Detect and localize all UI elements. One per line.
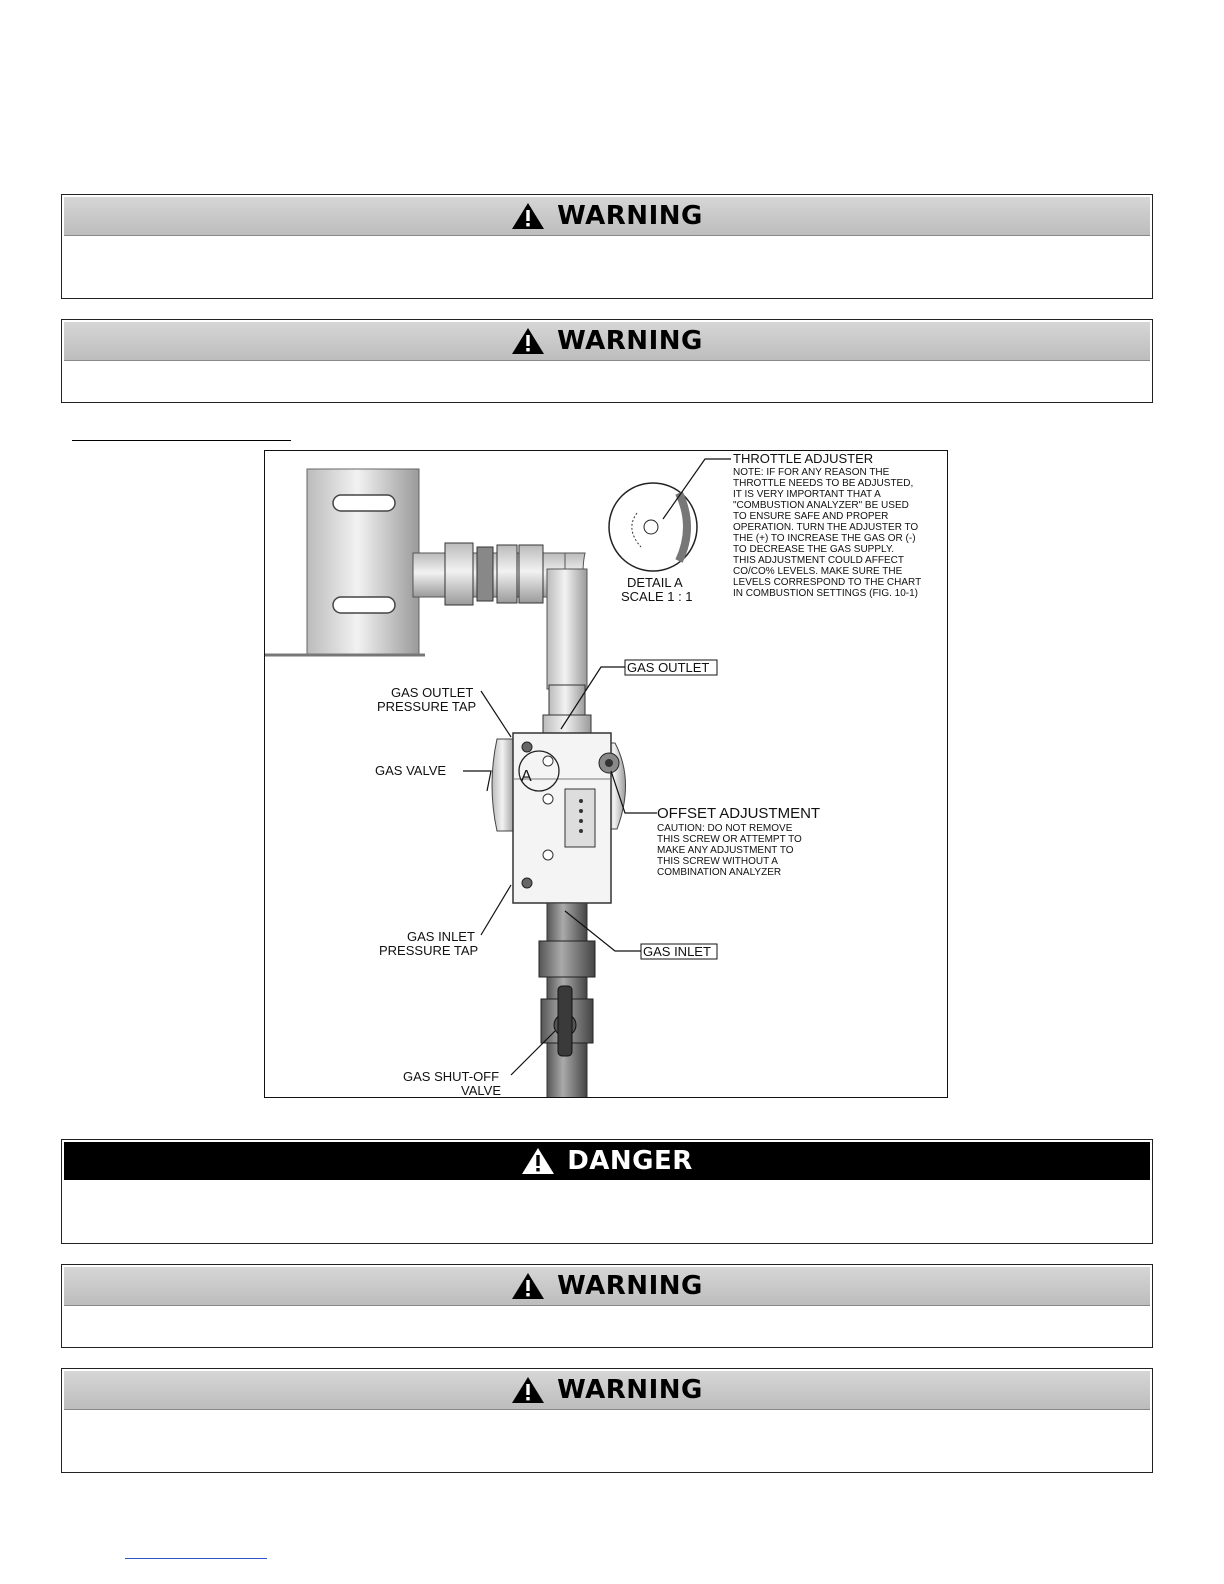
offset-adjustment-title: OFFSET ADJUSTMENT (657, 805, 821, 822)
note-line: THIS SCREW OR ATTEMPT TO (657, 834, 802, 845)
boiler-jacket (265, 469, 425, 655)
shutoff-valve-label: GAS SHUT-OFF (403, 1069, 500, 1084)
note-line: NOTE: IF FOR ANY REASON THE (733, 467, 890, 478)
throttle-adjuster-note (733, 467, 921, 599)
note-line: OPERATION. TURN THE ADJUSTER TO (733, 522, 919, 533)
note-line: LEVELS CORRESPOND TO THE CHART (733, 577, 922, 588)
note-line: TO DECREASE THE GAS SUPPLY. (733, 544, 894, 555)
gas-outlet-label: GAS OUTLET (627, 660, 710, 675)
note-line: IT IS VERY IMPORTANT THAT A (733, 489, 881, 500)
detail-callout-letter: A (521, 768, 532, 785)
gas-outlet-tap-label: GAS OUTLET (391, 685, 474, 700)
footer-link-underline[interactable] (125, 1558, 267, 1559)
detail-a-view (609, 483, 697, 604)
warning-label: WARNING (557, 326, 703, 356)
warning-box (61, 1264, 1153, 1348)
gas-valve-figure (264, 450, 948, 1098)
detail-scale: SCALE 1 : 1 (621, 589, 693, 604)
note-line: "COMBUSTION ANALYZER" BE USED (733, 500, 909, 511)
detail-label: DETAIL A (627, 575, 683, 590)
note-line: THE (+) TO INCREASE THE GAS OR (-) (733, 533, 916, 544)
danger-header (64, 1142, 1150, 1180)
gas-valve-diagram (265, 451, 948, 1098)
warning-header (64, 197, 1150, 236)
warning-box (61, 194, 1153, 299)
shutoff-valve-label: VALVE (461, 1083, 501, 1098)
warning-label: WARNING (557, 1271, 703, 1301)
throttle-adjuster-title: THROTTLE ADJUSTER (733, 451, 874, 466)
note-line: THIS SCREW WITHOUT A (657, 856, 778, 867)
danger-box (61, 1139, 1153, 1244)
section-heading-underline (72, 440, 291, 441)
danger-label: DANGER (567, 1146, 693, 1176)
gas-valve-label: GAS VALVE (375, 763, 447, 778)
warning-box (61, 319, 1153, 403)
note-line: THIS ADJUSTMENT COULD AFFECT (733, 555, 904, 566)
warning-header (64, 1267, 1150, 1306)
gas-valve-body (492, 733, 626, 903)
offset-adjustment-note (657, 823, 802, 878)
note-line: THROTTLE NEEDS TO BE ADJUSTED, (733, 478, 914, 489)
warning-label: WARNING (557, 201, 703, 231)
warning-triangle-icon (511, 202, 545, 230)
warning-triangle-icon (511, 1272, 545, 1300)
warning-header (64, 322, 1150, 361)
warning-triangle-icon (521, 1147, 555, 1175)
note-line: IN COMBUSTION SETTINGS (FIG. 10-1) (733, 588, 919, 599)
gas-inlet-label: GAS INLET (643, 944, 711, 959)
warning-triangle-icon (511, 327, 545, 355)
gas-inlet-tap-label: PRESSURE TAP (379, 943, 479, 958)
gas-outlet-tap-label: PRESSURE TAP (377, 699, 477, 714)
note-line: CAUTION: DO NOT REMOVE (657, 823, 793, 834)
warning-label: WARNING (557, 1375, 703, 1405)
note-line: COMBINATION ANALYZER (657, 867, 782, 878)
warning-box (61, 1368, 1153, 1473)
note-line: CO/CO% LEVELS. MAKE SURE THE (733, 566, 903, 577)
warning-triangle-icon (511, 1376, 545, 1404)
warning-header (64, 1371, 1150, 1410)
inlet-pipe (539, 903, 595, 1098)
note-line: TO ENSURE SAFE AND PROPER (733, 511, 889, 522)
gas-inlet-tap-label: GAS INLET (407, 929, 475, 944)
note-line: MAKE ANY ADJUSTMENT TO (657, 845, 794, 856)
